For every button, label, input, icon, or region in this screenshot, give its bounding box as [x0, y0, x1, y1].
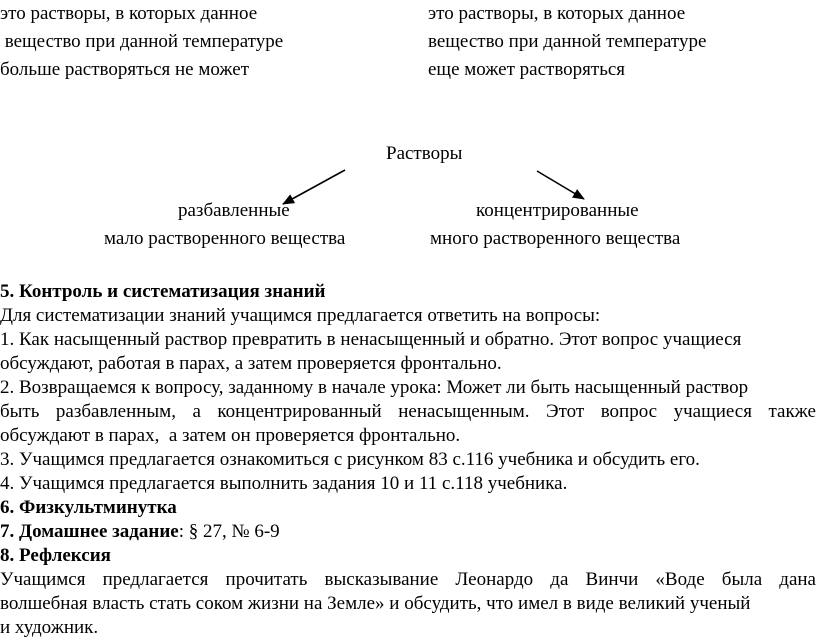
- diagram-left-title: разбавленные: [178, 200, 290, 221]
- right-definition-line-1: это растворы, в которых данное: [428, 3, 686, 24]
- homework-assignment: : § 27, № 6-9: [178, 521, 280, 542]
- right-definition-line-2: вещество при данной температуре: [428, 31, 707, 52]
- left-definition-line-3: больше растворяться не может: [0, 59, 250, 80]
- section-5-heading: 5. Контроль и систематизация знаний: [0, 281, 326, 302]
- question-1-line-2: обсуждают, работая в парах, а затем проверяется фронтально.: [0, 353, 502, 374]
- question-4: 4. Учащимся предлагается выполнить задания 10 и 11 с.118 учебника.: [0, 473, 568, 494]
- question-3: 3. Учащимся предлагается ознакомиться с рисунком 83 с.116 учебника и обсудить его.: [0, 449, 700, 470]
- section-7-heading: 7. Домашнее задание: [0, 521, 179, 542]
- section-6-heading: 6. Физкультминутка: [0, 497, 177, 518]
- diagram-right-desc: много растворенного вещества: [430, 228, 681, 249]
- reflection-line-1: Учащимся предлагается прочитать высказывание Леонардо да Винчи «Воде была дана: [0, 569, 816, 590]
- question-2-line-2: быть разбавленным, а концентрированный ненасыщенным. Этот вопрос учащиеся также: [0, 401, 816, 422]
- arrow-right: [537, 171, 584, 199]
- section-5-intro: Для систематизации знаний учащимся предлагается ответить на вопросы:: [0, 305, 601, 326]
- reflection-line-3: и художник.: [0, 617, 99, 638]
- diagram-right-title: концентрированные: [476, 200, 639, 221]
- reflection-line-2: волшебная власть стать соком жизни на Земле» и обсудить, что имел в виде великий ученый: [0, 593, 751, 614]
- left-definition-line-1: это растворы, в которых данное: [0, 3, 258, 24]
- diagram-left-desc: мало растворенного вещества: [104, 228, 346, 249]
- section-8-heading: 8. Рефлексия: [0, 545, 111, 566]
- arrow-left: [283, 170, 345, 204]
- left-definition-line-2: вещество при данной температуре: [0, 31, 284, 52]
- question-2-line-3: обсуждают в парах, а затем он проверяется фронтально.: [0, 425, 461, 446]
- right-definition-line-3: еще может растворяться: [428, 59, 626, 80]
- question-2-line-1: 2. Возвращаемся к вопросу, заданному в начале урока: Может ли быть насыщенный раствор: [0, 377, 749, 398]
- diagram-root-label: Растворы: [386, 143, 463, 164]
- question-1-line-1: 1. Как насыщенный раствор превратить в ненасыщенный и обратно. Этот вопрос учащиеся: [0, 329, 742, 350]
